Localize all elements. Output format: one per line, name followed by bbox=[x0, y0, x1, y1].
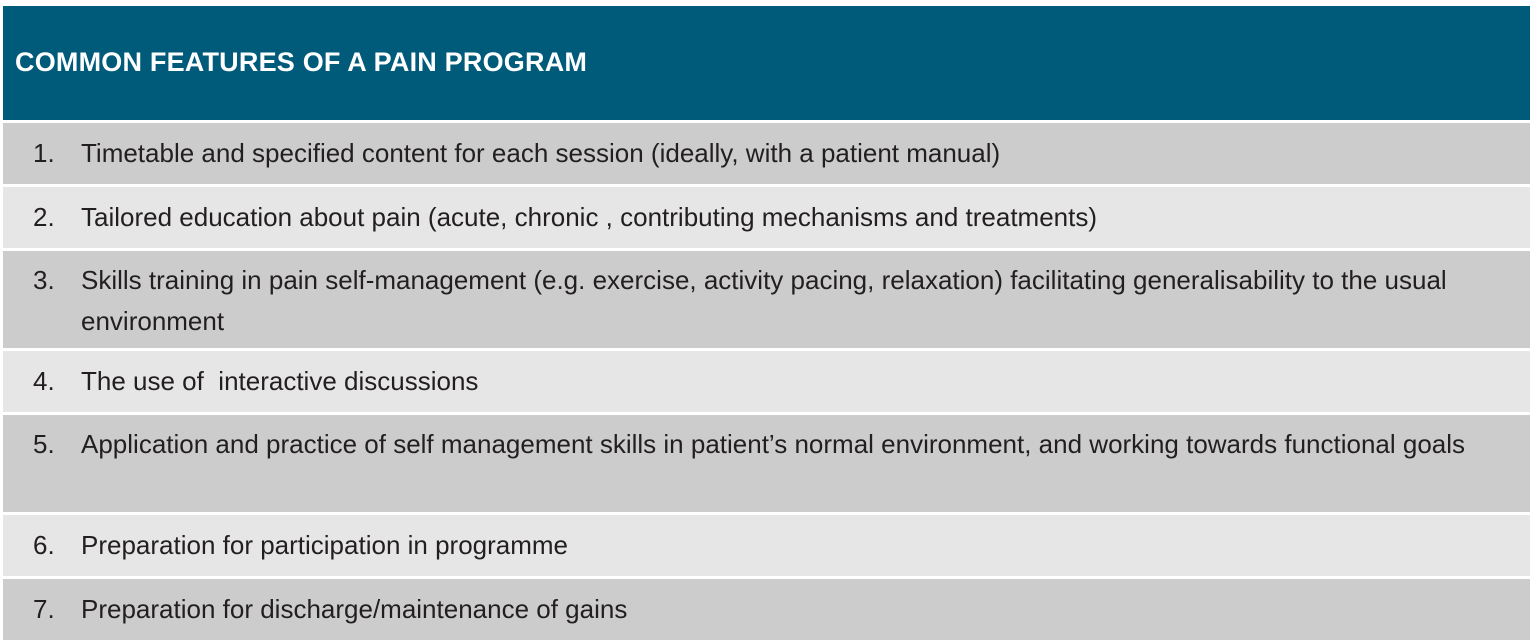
item-text: Skills training in pain self-management (e.g. exercise, activity pacing, relaxation) facilitating generalisability to the usual environment bbox=[81, 265, 1454, 336]
table-row bbox=[3, 415, 1530, 512]
item-number: 4. bbox=[33, 366, 55, 396]
table-row bbox=[3, 515, 1530, 576]
table-row bbox=[3, 123, 1530, 184]
table-title: COMMON FEATURES OF A PAIN PROGRAM bbox=[15, 46, 588, 77]
table-header bbox=[3, 6, 1530, 120]
item-number: 5. bbox=[33, 429, 55, 459]
item-number: 3. bbox=[33, 265, 55, 295]
table-row bbox=[3, 187, 1530, 248]
item-text: Timetable and specified content for each session (ideally, with a patient manual) bbox=[81, 138, 1001, 168]
item-number: 1. bbox=[33, 138, 55, 168]
item-text: Tailored education about pain (acute, chronic , contributing mechanisms and treatments) bbox=[81, 202, 1098, 232]
table-row bbox=[3, 351, 1530, 412]
item-number: 6. bbox=[33, 530, 55, 560]
item-text: Preparation for discharge/maintenance of gains bbox=[81, 594, 628, 624]
pain-program-table bbox=[3, 6, 1530, 643]
item-number: 2. bbox=[33, 202, 55, 232]
item-number: 7. bbox=[33, 594, 55, 624]
item-text: Preparation for participation in programme bbox=[81, 530, 569, 560]
item-text: The use of interactive discussions bbox=[81, 366, 479, 396]
table-row bbox=[3, 579, 1530, 640]
table-row bbox=[3, 251, 1530, 348]
item-text: Application and practice of self management skills in patient’s normal environment, and working towards functional goals bbox=[81, 429, 1466, 459]
